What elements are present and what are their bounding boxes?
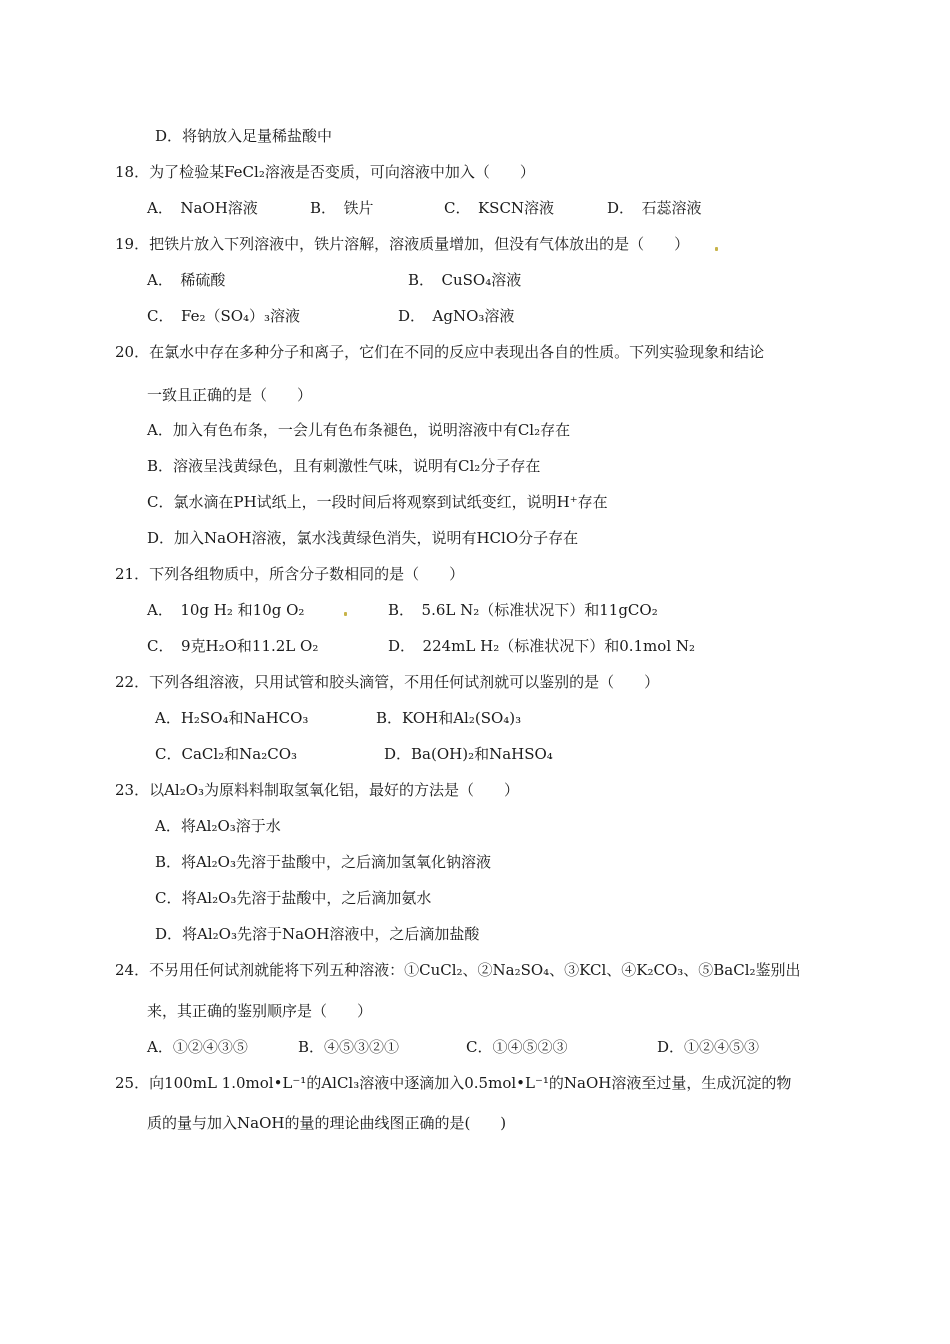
- q21-options-row1: [0, 600, 950, 620]
- q18-option-a: A． NaOH溶液: [147, 199, 258, 217]
- q22-option-a: A．H₂SO₄和NaHCO₃: [155, 709, 309, 727]
- q21-option-b: B． 5.6L N₂（标准状况下）和11gCO₂: [388, 601, 658, 619]
- q18-option-b: B． 铁片: [310, 199, 374, 217]
- stray-mark: [344, 612, 347, 616]
- q24-option-a: A．①②④③⑤: [147, 1038, 248, 1056]
- q21-options-row2: [0, 636, 950, 656]
- q21-option-c: C． 9克H₂O和11.2L O₂: [147, 637, 319, 655]
- q24-stem-line1: 24．不另用任何试剂就能将下列五种溶液：①CuCl₂、②Na₂SO₄、③KCl、④K₂CO₃、⑤BaCl₂鉴别出: [115, 961, 801, 979]
- q22-option-c: C．CaCl₂和Na₂CO₃: [155, 745, 298, 763]
- q18-option-c: C． KSCN溶液: [444, 199, 555, 217]
- q20-option-b: B．溶液呈浅黄绿色，且有刺激性气味，说明有Cl₂分子存在: [147, 457, 541, 475]
- q24-option-b: B．④⑤③②①: [298, 1038, 400, 1056]
- q20-stem-line2: 一致且正确的是（ ）: [147, 386, 313, 404]
- q20-option-c: C．氯水滴在PH试纸上，一段时间后将观察到试纸变红，说明H⁺存在: [147, 493, 608, 511]
- q23-option-c: C．将Al₂O₃先溶于盐酸中，之后滴加氨水: [155, 889, 432, 907]
- q24-options: [0, 1037, 950, 1057]
- q25-stem-line2: 质的量与加入NaOH的量的理论曲线图正确的是( ): [147, 1114, 507, 1132]
- q19-option-c: C． Fe₂（SO₄）₃溶液: [147, 307, 301, 325]
- q18-option-d: D． 石蕊溶液: [607, 199, 702, 217]
- q22-options-row2: [0, 744, 950, 764]
- q17-option-d: D．将钠放入足量稀盐酸中: [155, 127, 333, 145]
- q19-stem: 19．把铁片放入下列溶液中，铁片溶解，溶液质量增加，但没有气体放出的是（ ）: [115, 235, 690, 253]
- q23-option-d: D．将Al₂O₃先溶于NaOH溶液中，之后滴加盐酸: [155, 925, 480, 943]
- q25-stem-line1: 25．向100mL 1.0mol•L⁻¹的AlCl₃溶液中逐滴加入0.5mol•L⁻¹的NaOH溶液至过量，生成沉淀的物: [115, 1074, 792, 1092]
- q22-option-d: D．Ba(OH)₂和NaHSO₄: [384, 745, 553, 763]
- q20-option-d: D．加入NaOH溶液，氯水浅黄绿色消失，说明有HClO分子存在: [147, 529, 579, 547]
- stray-mark: [715, 247, 718, 251]
- q24-option-c: C．①④⑤②③: [466, 1038, 568, 1056]
- q23-option-a: A．将Al₂O₃溶于水: [155, 817, 281, 835]
- q19-option-d: D． AgNO₃溶液: [398, 307, 515, 325]
- q24-option-d: D．①②④⑤③: [657, 1038, 760, 1056]
- q18-options: [0, 198, 950, 218]
- q20-option-a: A．加入有色布条，一会儿有色布条褪色，说明溶液中有Cl₂存在: [147, 421, 571, 439]
- q19-option-a: A． 稀硫酸: [147, 271, 226, 289]
- q22-option-b: B．KOH和Al₂(SO₄)₃: [376, 709, 522, 727]
- q19-option-b: B． CuSO₄溶液: [408, 271, 522, 289]
- q20-stem-line1: 20．在氯水中存在多种分子和离子，它们在不同的反应中表现出各自的性质。下列实验现象和结论: [115, 343, 765, 361]
- q22-stem: 22．下列各组溶液，只用试管和胶头滴管，不用任何试剂就可以鉴别的是（ ）: [115, 673, 660, 691]
- q19-options-row2: [0, 306, 950, 326]
- q22-options-row1: [0, 708, 950, 728]
- q21-option-a: A． 10g H₂ 和10g O₂: [147, 601, 305, 619]
- q23-stem: 23．以Al₂O₃为原料料制取氢氧化铝，最好的方法是（ ）: [115, 781, 520, 799]
- q24-stem-line2: 来，其正确的鉴别顺序是（ ）: [147, 1002, 373, 1020]
- q18-stem: 18．为了检验某FeCl₂溶液是否变质，可向溶液中加入（ ）: [115, 163, 535, 181]
- q21-option-d: D． 224mL H₂（标准状况下）和0.1mol N₂: [388, 637, 696, 655]
- q19-options-row1: [0, 270, 950, 290]
- q21-stem: 21．下列各组物质中，所含分子数相同的是（ ）: [115, 565, 465, 583]
- q23-option-b: B．将Al₂O₃先溶于盐酸中，之后滴加氢氧化钠溶液: [155, 853, 491, 871]
